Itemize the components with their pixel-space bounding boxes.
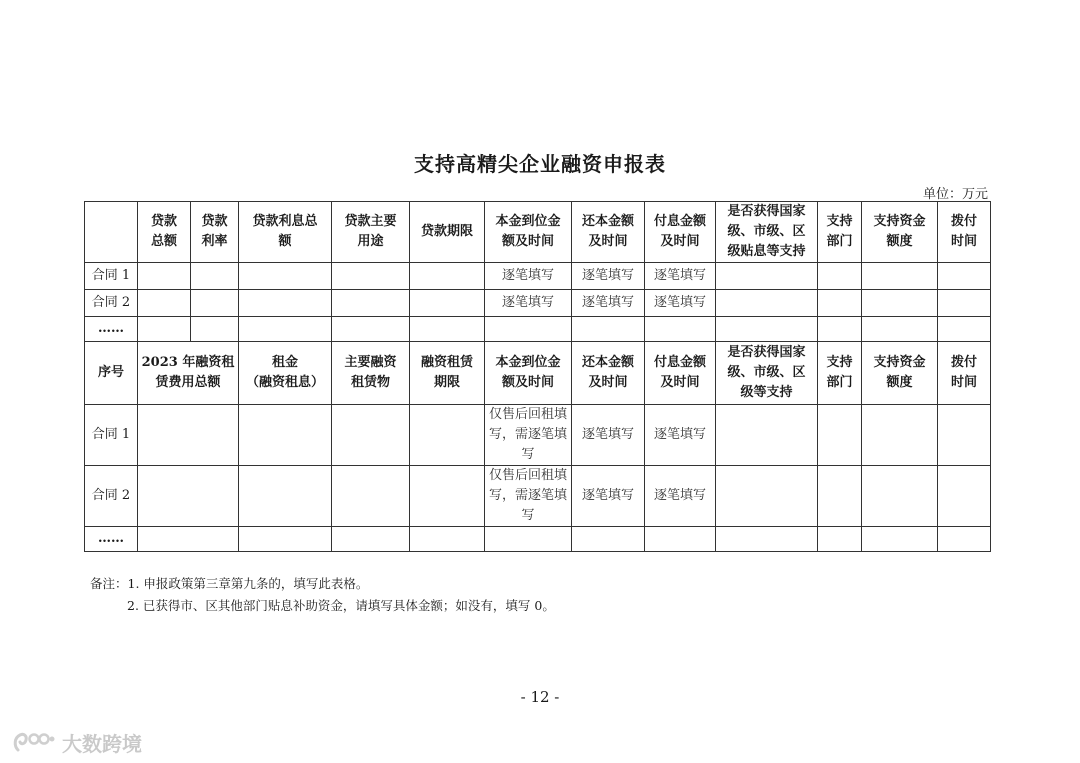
table-row: [85, 290, 991, 317]
input-cell[interactable]: [332, 290, 410, 317]
input-cell[interactable]: [239, 405, 332, 466]
hint-cell[interactable]: 仅售后回租填 写，需逐笔填 写: [485, 405, 572, 466]
input-cell[interactable]: [138, 290, 191, 317]
header-lease-total-cost: 2023 年融资租 赁费用总额: [138, 342, 239, 405]
table-row: [85, 263, 991, 290]
input-cell[interactable]: [938, 263, 991, 290]
row-label: 合同 1: [85, 263, 138, 290]
input-cell[interactable]: [862, 317, 938, 342]
input-cell[interactable]: [191, 290, 239, 317]
input-cell[interactable]: [410, 405, 485, 466]
input-cell[interactable]: [938, 317, 991, 342]
input-cell[interactable]: [716, 317, 818, 342]
hint-cell[interactable]: 逐笔填写: [645, 466, 716, 527]
input-cell[interactable]: [138, 263, 191, 290]
header-subsidy-support: 是否获得国家 级、市级、区 级等支持: [716, 342, 818, 405]
table-row: [85, 405, 991, 466]
header-principal-repayment: 还本金额 及时间: [572, 342, 645, 405]
watermark: [12, 728, 142, 757]
note-line-2: 2. 已获得市、区其他部门贴息补助资金，请填写具体金额；如没有，填写 0。: [127, 598, 555, 613]
hint-cell[interactable]: 逐笔填写: [645, 263, 716, 290]
header-principal-arrival: 本金到位金 额及时间: [485, 202, 572, 263]
header-disbursement-time: 拨付 时间: [938, 342, 991, 405]
input-cell[interactable]: [645, 527, 716, 552]
input-cell[interactable]: [572, 527, 645, 552]
input-cell[interactable]: [239, 527, 332, 552]
note-line-1: 备注：1. 申报政策第三章第九条的，填写此表格。: [90, 576, 369, 591]
input-cell[interactable]: [239, 290, 332, 317]
input-cell[interactable]: [410, 263, 485, 290]
header-lease-term: 融资租赁 期限: [410, 342, 485, 405]
ellipsis-label: ……: [85, 527, 138, 552]
input-cell[interactable]: [138, 317, 191, 342]
hint-cell[interactable]: 逐笔填写: [572, 263, 645, 290]
input-cell[interactable]: [818, 290, 862, 317]
table-row: [85, 317, 991, 342]
input-cell[interactable]: [716, 527, 818, 552]
input-cell[interactable]: [938, 290, 991, 317]
hint-cell[interactable]: 逐笔填写: [485, 290, 572, 317]
input-cell[interactable]: [716, 405, 818, 466]
input-cell[interactable]: [716, 263, 818, 290]
input-cell[interactable]: [938, 527, 991, 552]
brand-logo-icon: [12, 730, 56, 756]
lease-header-row: [85, 342, 991, 405]
table-row: [85, 527, 991, 552]
input-cell[interactable]: [818, 263, 862, 290]
watermark-text: 大数跨境: [62, 732, 142, 756]
hint-cell[interactable]: 逐笔填写: [645, 405, 716, 466]
hint-cell[interactable]: 仅售后回租填 写，需逐笔填 写: [485, 466, 572, 527]
input-cell[interactable]: [862, 263, 938, 290]
input-cell[interactable]: [332, 466, 410, 527]
input-cell[interactable]: [485, 317, 572, 342]
header-loan-purpose: 贷款主要 用途: [332, 202, 410, 263]
input-cell[interactable]: [572, 317, 645, 342]
input-cell[interactable]: [332, 263, 410, 290]
input-cell[interactable]: [239, 466, 332, 527]
input-cell[interactable]: [645, 317, 716, 342]
hint-cell[interactable]: 逐笔填写: [572, 466, 645, 527]
header-lease-object: 主要融资 租赁物: [332, 342, 410, 405]
header-interest-payment: 付息金额 及时间: [645, 202, 716, 263]
input-cell[interactable]: [938, 405, 991, 466]
input-cell[interactable]: [138, 527, 239, 552]
notes-section: [90, 573, 555, 617]
input-cell[interactable]: [716, 466, 818, 527]
header-loan-interest: 贷款利息总 额: [239, 202, 332, 263]
input-cell[interactable]: [332, 405, 410, 466]
header-support-amount: 支持资金 额度: [862, 342, 938, 405]
table-row: [85, 466, 991, 527]
input-cell[interactable]: [862, 466, 938, 527]
header-principal-repayment: 还本金额 及时间: [572, 202, 645, 263]
header-disbursement-time: 拨付 时间: [938, 202, 991, 263]
input-cell[interactable]: [818, 527, 862, 552]
input-cell[interactable]: [938, 466, 991, 527]
input-cell[interactable]: [862, 527, 938, 552]
input-cell[interactable]: [138, 466, 239, 527]
input-cell[interactable]: [410, 317, 485, 342]
header-interest-payment: 付息金额 及时间: [645, 342, 716, 405]
input-cell[interactable]: [862, 405, 938, 466]
input-cell[interactable]: [138, 405, 239, 466]
input-cell[interactable]: [410, 290, 485, 317]
header-loan-rate: 贷款 利率: [191, 202, 239, 263]
financing-form-table: [84, 201, 991, 552]
row-label: 合同 1: [85, 405, 138, 466]
header-serial-number: 序号: [85, 342, 138, 405]
input-cell[interactable]: [818, 317, 862, 342]
loan-header-row: [85, 202, 991, 263]
header-rent: 租金 （融资租息）: [239, 342, 332, 405]
header-cell-blank: [85, 202, 138, 263]
header-support-department: 支持 部门: [818, 202, 862, 263]
header-support-amount: 支持资金 额度: [862, 202, 938, 263]
input-cell[interactable]: [191, 317, 239, 342]
input-cell[interactable]: [410, 527, 485, 552]
input-cell[interactable]: [716, 290, 818, 317]
input-cell[interactable]: [862, 290, 938, 317]
hint-cell[interactable]: 逐笔填写: [645, 290, 716, 317]
input-cell[interactable]: [332, 317, 410, 342]
row-label: 合同 2: [85, 290, 138, 317]
header-support-department: 支持 部门: [818, 342, 862, 405]
row-label: 合同 2: [85, 466, 138, 527]
unit-label: 单位：万元: [922, 187, 988, 202]
hint-cell[interactable]: 逐笔填写: [485, 263, 572, 290]
header-principal-arrival: 本金到位金 额及时间: [485, 342, 572, 405]
header-loan-term: 贷款期限: [410, 202, 485, 263]
input-cell[interactable]: [485, 527, 572, 552]
header-loan-total: 贷款 总额: [138, 202, 191, 263]
input-cell[interactable]: [239, 263, 332, 290]
input-cell[interactable]: [818, 466, 862, 527]
page-number: - 12 -: [520, 688, 560, 706]
input-cell[interactable]: [239, 317, 332, 342]
header-subsidy-support: 是否获得国家 级、市级、区 级贴息等支持: [716, 202, 818, 263]
input-cell[interactable]: [332, 527, 410, 552]
form-title: 支持高精尖企业融资申报表: [414, 152, 666, 176]
input-cell[interactable]: [191, 263, 239, 290]
input-cell[interactable]: [410, 466, 485, 527]
hint-cell[interactable]: 逐笔填写: [572, 290, 645, 317]
hint-cell[interactable]: 逐笔填写: [572, 405, 645, 466]
input-cell[interactable]: [818, 405, 862, 466]
ellipsis-label: ……: [85, 317, 138, 342]
